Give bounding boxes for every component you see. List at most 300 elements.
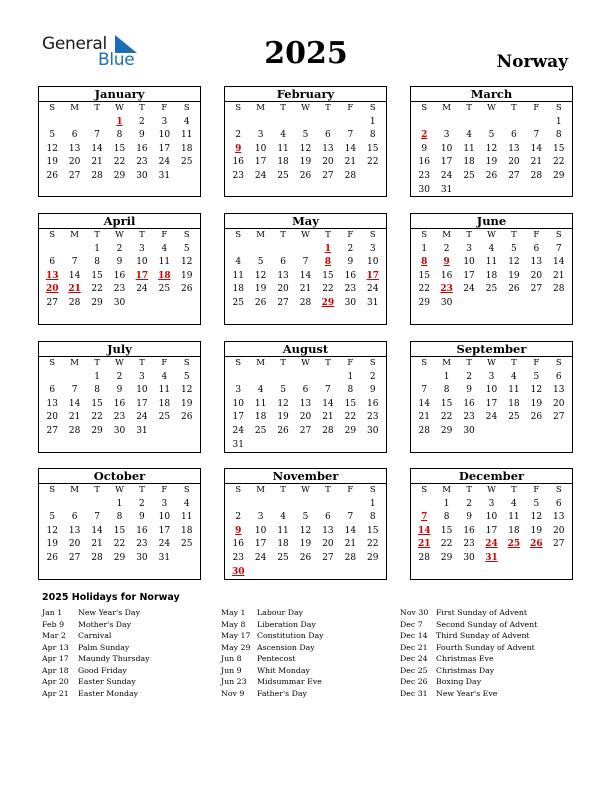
weekday-header: M xyxy=(256,485,265,495)
empty-day xyxy=(63,116,85,130)
day-cell: 1 xyxy=(555,116,562,127)
weekday-header: T xyxy=(511,230,517,240)
day-cell: 11 xyxy=(508,385,520,396)
weekday-header: S xyxy=(555,485,562,495)
day-cell: 25 xyxy=(158,284,171,295)
weekday-header: W xyxy=(487,230,496,240)
weekday-header: F xyxy=(347,485,354,495)
day-cell: 24 xyxy=(136,284,148,295)
empty-day xyxy=(317,498,339,512)
day-cell: 23 xyxy=(367,412,379,423)
month-title: January xyxy=(39,87,200,102)
day-cell: 5 xyxy=(49,512,56,523)
day-cell: 14 xyxy=(91,143,103,154)
day-cell: 25 xyxy=(181,539,193,550)
day-cell: 11 xyxy=(463,143,475,154)
day-cell: 14 xyxy=(68,270,81,281)
day-cell: 17 xyxy=(232,412,244,423)
holiday-name: Good Friday xyxy=(78,665,127,675)
weekday-header: T xyxy=(280,103,286,113)
day-cell: 29 xyxy=(344,425,357,436)
day-cell: 4 xyxy=(511,498,517,509)
day-cell: 1 xyxy=(369,116,376,127)
day-cell: 1 xyxy=(94,371,100,382)
weekday-header: M xyxy=(256,358,265,368)
day-cell: 7 xyxy=(347,130,354,141)
holiday-day: 26 xyxy=(530,539,543,550)
day-cell: 28 xyxy=(68,297,81,308)
holiday-day: 9 xyxy=(443,257,450,268)
day-cell: 15 xyxy=(113,525,126,536)
weekday-header: M xyxy=(442,485,451,495)
holiday-name: Father's Day xyxy=(257,688,307,698)
day-cell: 12 xyxy=(299,525,312,536)
day-cell: 21 xyxy=(322,412,334,423)
day-cell: 19 xyxy=(530,398,543,409)
day-cell: 14 xyxy=(322,398,334,409)
month-february xyxy=(224,86,387,197)
day-cell: 23 xyxy=(136,157,148,168)
empty-day xyxy=(294,371,316,385)
day-cell: 3 xyxy=(257,512,264,523)
month-days-grid xyxy=(225,229,386,311)
day-cell: 29 xyxy=(418,297,430,308)
weekday-header: T xyxy=(280,230,286,240)
month-may xyxy=(224,213,387,325)
empty-day xyxy=(435,116,457,130)
day-cell: 5 xyxy=(488,130,495,141)
weekday-header: W xyxy=(301,358,310,368)
weekday-header: S xyxy=(183,103,190,113)
day-cell: 13 xyxy=(508,143,520,154)
day-cell: 27 xyxy=(68,170,81,181)
weekday-header: W xyxy=(115,358,124,368)
day-cell: 24 xyxy=(158,539,171,550)
month-june xyxy=(410,213,573,325)
day-cell: 15 xyxy=(553,143,565,154)
weekday-header: S xyxy=(183,230,190,240)
holiday-name: Carnival xyxy=(78,631,112,640)
day-cell: 6 xyxy=(49,385,56,396)
page-title-year: 2025 xyxy=(264,36,348,71)
weekday-header: T xyxy=(466,358,472,368)
weekday-header: S xyxy=(555,103,562,113)
weekday-header: S xyxy=(183,358,190,368)
empty-day xyxy=(227,243,249,257)
day-cell: 8 xyxy=(94,385,100,396)
empty-day xyxy=(249,371,271,385)
day-cell: 16 xyxy=(113,398,126,409)
day-cell: 27 xyxy=(553,539,565,550)
country-label: Norway xyxy=(496,52,568,72)
day-cell: 25 xyxy=(463,170,475,181)
day-cell: 16 xyxy=(418,157,430,168)
day-cell: 17 xyxy=(440,157,453,168)
weekday-header: W xyxy=(487,485,496,495)
weekday-header: T xyxy=(139,485,145,495)
month-days-grid xyxy=(225,484,386,579)
day-cell: 14 xyxy=(553,257,565,268)
holiday-name: Easter Sunday xyxy=(78,677,136,686)
weekday-header: S xyxy=(235,358,242,368)
month-title: October xyxy=(39,469,200,484)
month-days-grid xyxy=(411,102,572,197)
weekday-header: T xyxy=(325,103,331,113)
month-title: September xyxy=(411,342,572,357)
day-cell: 7 xyxy=(94,130,100,141)
day-cell: 27 xyxy=(553,412,565,423)
day-cell: 7 xyxy=(94,512,100,523)
day-cell: 30 xyxy=(463,425,475,436)
day-cell: 18 xyxy=(508,525,520,536)
day-cell: 30 xyxy=(113,297,126,308)
empty-day xyxy=(339,498,361,512)
day-cell: 21 xyxy=(418,412,430,423)
day-cell: 1 xyxy=(443,371,450,382)
day-cell: 12 xyxy=(530,385,543,396)
day-cell: 3 xyxy=(369,243,376,254)
day-cell: 16 xyxy=(463,398,475,409)
day-cell: 26 xyxy=(299,552,312,563)
day-cell: 7 xyxy=(302,257,309,268)
day-cell: 20 xyxy=(322,539,334,550)
day-cell: 10 xyxy=(485,385,498,396)
day-cell: 29 xyxy=(440,552,453,563)
weekday-header: T xyxy=(139,103,145,113)
empty-day xyxy=(503,116,525,130)
day-cell: 21 xyxy=(299,284,312,295)
empty-day xyxy=(41,498,63,512)
day-cell: 7 xyxy=(325,385,331,396)
day-cell: 30 xyxy=(367,425,379,436)
holiday-name: Midsummar Eve xyxy=(257,677,322,686)
empty-day xyxy=(63,371,85,385)
day-cell: 1 xyxy=(421,243,428,254)
holiday-date: Dec 24 xyxy=(400,654,428,663)
holiday-row xyxy=(221,630,401,642)
day-cell: 4 xyxy=(280,130,286,141)
holiday-name: New Year's Day xyxy=(78,608,140,617)
empty-day xyxy=(294,498,316,512)
weekday-header: M xyxy=(256,103,265,113)
holiday-date: Dec 7 xyxy=(400,619,423,629)
day-cell: 27 xyxy=(530,284,543,295)
weekday-header: F xyxy=(347,358,354,368)
day-cell: 8 xyxy=(443,512,450,523)
month-december xyxy=(410,468,573,580)
day-cell: 27 xyxy=(322,170,334,181)
day-cell: 11 xyxy=(232,270,244,281)
day-cell: 3 xyxy=(161,498,168,509)
day-cell: 6 xyxy=(49,257,56,268)
empty-day xyxy=(249,116,271,130)
day-cell: 16 xyxy=(440,270,453,281)
day-cell: 26 xyxy=(254,297,267,308)
holiday-name: Third Sunday of Advent xyxy=(436,631,530,640)
day-cell: 19 xyxy=(299,539,312,550)
weekday-header: W xyxy=(115,103,124,113)
day-cell: 20 xyxy=(322,157,334,168)
weekday-header: F xyxy=(533,485,540,495)
holiday-day: 2 xyxy=(421,130,428,141)
holiday-date: Nov 30 xyxy=(400,608,429,617)
holiday-day: 23 xyxy=(440,284,453,295)
day-cell: 24 xyxy=(158,157,171,168)
day-cell: 6 xyxy=(555,498,562,509)
weekday-header: T xyxy=(139,230,145,240)
day-cell: 30 xyxy=(136,170,148,181)
holiday-day: 13 xyxy=(45,270,59,281)
day-cell: 28 xyxy=(68,425,81,436)
day-cell: 10 xyxy=(254,525,267,536)
month-days-grid xyxy=(39,357,200,439)
day-cell: 24 xyxy=(136,412,148,423)
day-cell: 15 xyxy=(418,270,430,281)
holiday-row xyxy=(42,619,222,631)
day-cell: 24 xyxy=(367,284,379,295)
day-cell: 3 xyxy=(235,385,242,396)
empty-day xyxy=(317,116,339,130)
weekday-header: S xyxy=(235,485,242,495)
weekday-header: S xyxy=(369,358,376,368)
empty-day xyxy=(63,243,85,257)
day-cell: 23 xyxy=(463,412,475,423)
empty-day xyxy=(63,498,85,512)
holiday-day: 17 xyxy=(366,270,380,281)
empty-day xyxy=(413,116,435,130)
weekday-header: S xyxy=(369,230,376,240)
holiday-day: 18 xyxy=(158,270,171,281)
empty-day xyxy=(86,498,108,512)
weekday-header: T xyxy=(466,103,472,113)
weekday-header: S xyxy=(235,103,242,113)
weekday-header: T xyxy=(511,103,517,113)
day-cell: 6 xyxy=(511,130,517,141)
holiday-day: 9 xyxy=(235,143,242,154)
day-cell: 5 xyxy=(183,243,190,254)
holiday-name: Christmas Eve xyxy=(436,654,494,663)
holiday-date: Dec 14 xyxy=(400,631,428,640)
month-november xyxy=(224,468,387,580)
month-title: June xyxy=(411,214,572,229)
day-cell: 1 xyxy=(116,498,123,509)
month-days-grid xyxy=(225,102,386,184)
weekday-header: T xyxy=(94,358,100,368)
weekday-header: F xyxy=(161,103,168,113)
day-cell: 22 xyxy=(113,157,126,168)
holiday-name: First Sunday of Advent xyxy=(436,608,528,617)
weekday-header: M xyxy=(70,230,79,240)
day-cell: 22 xyxy=(113,539,126,550)
holiday-date: Apr 17 xyxy=(42,654,69,663)
holiday-name: Whit Monday xyxy=(257,665,310,675)
day-cell: 9 xyxy=(466,512,472,523)
weekday-header: T xyxy=(466,485,472,495)
month-days-grid xyxy=(411,357,572,439)
weekday-header: F xyxy=(533,230,540,240)
day-cell: 22 xyxy=(418,284,430,295)
weekday-header: S xyxy=(421,358,428,368)
day-cell: 10 xyxy=(136,385,148,396)
holiday-date: Dec 21 xyxy=(400,642,428,652)
day-cell: 25 xyxy=(485,284,498,295)
day-cell: 16 xyxy=(113,270,126,281)
empty-day xyxy=(86,116,108,130)
day-cell: 10 xyxy=(232,398,244,409)
day-cell: 16 xyxy=(232,157,244,168)
day-cell: 27 xyxy=(322,552,334,563)
day-cell: 24 xyxy=(232,425,244,436)
day-cell: 26 xyxy=(181,412,193,423)
day-cell: 4 xyxy=(280,512,286,523)
day-cell: 10 xyxy=(158,130,171,141)
day-cell: 26 xyxy=(181,284,193,295)
day-cell: 30 xyxy=(440,297,453,308)
holiday-name: Palm Sunday xyxy=(78,642,130,652)
holiday-column xyxy=(400,607,580,699)
day-cell: 22 xyxy=(440,412,453,423)
day-cell: 7 xyxy=(533,130,540,141)
day-cell: 30 xyxy=(136,552,148,563)
day-cell: 31 xyxy=(158,552,171,563)
day-cell: 30 xyxy=(113,425,126,436)
weekday-header: M xyxy=(256,230,265,240)
day-cell: 23 xyxy=(463,539,475,550)
weekday-header: W xyxy=(301,230,310,240)
day-cell: 8 xyxy=(347,385,354,396)
holiday-name: Liberation Day xyxy=(257,619,316,629)
day-cell: 8 xyxy=(443,385,450,396)
day-cell: 23 xyxy=(136,539,148,550)
day-cell: 25 xyxy=(181,157,193,168)
month-days-grid xyxy=(411,229,572,311)
month-title: August xyxy=(225,342,386,357)
day-cell: 14 xyxy=(344,525,357,536)
day-cell: 21 xyxy=(344,539,357,550)
day-cell: 28 xyxy=(344,552,357,563)
day-cell: 11 xyxy=(485,257,498,268)
day-cell: 13 xyxy=(322,525,334,536)
day-cell: 24 xyxy=(254,170,267,181)
day-cell: 19 xyxy=(299,157,312,168)
holiday-date: Jan 1 xyxy=(42,608,63,617)
day-cell: 12 xyxy=(254,270,267,281)
day-cell: 20 xyxy=(553,525,565,536)
day-cell: 25 xyxy=(232,297,244,308)
day-cell: 13 xyxy=(553,385,565,396)
day-cell: 26 xyxy=(299,170,312,181)
weekday-header: T xyxy=(325,485,331,495)
day-cell: 13 xyxy=(299,398,312,409)
day-cell: 18 xyxy=(254,412,267,423)
month-october xyxy=(38,468,201,580)
day-cell: 29 xyxy=(367,552,379,563)
day-cell: 23 xyxy=(113,412,126,423)
day-cell: 30 xyxy=(418,184,430,195)
day-cell: 21 xyxy=(91,157,103,168)
day-cell: 16 xyxy=(463,525,475,536)
holiday-date: May 1 xyxy=(221,608,246,617)
day-cell: 21 xyxy=(91,539,103,550)
day-cell: 20 xyxy=(68,157,81,168)
day-cell: 6 xyxy=(71,512,78,523)
day-cell: 6 xyxy=(325,130,331,141)
day-cell: 11 xyxy=(254,398,267,409)
day-cell: 31 xyxy=(232,439,244,450)
day-cell: 31 xyxy=(136,425,148,436)
day-cell: 16 xyxy=(367,398,379,409)
holiday-row xyxy=(221,688,401,700)
empty-day xyxy=(413,498,435,512)
day-cell: 29 xyxy=(91,297,103,308)
holiday-row xyxy=(400,653,580,665)
weekday-header: M xyxy=(70,485,79,495)
day-cell: 13 xyxy=(277,270,289,281)
day-cell: 29 xyxy=(113,170,126,181)
day-cell: 5 xyxy=(533,371,540,382)
day-cell: 13 xyxy=(68,525,81,536)
day-cell: 2 xyxy=(116,243,123,254)
day-cell: 13 xyxy=(530,257,543,268)
day-cell: 17 xyxy=(158,143,171,154)
day-cell: 17 xyxy=(158,525,171,536)
holiday-name: Second Sunday of Advent xyxy=(436,619,538,629)
weekday-header: W xyxy=(487,358,496,368)
empty-day xyxy=(272,243,294,257)
day-cell: 9 xyxy=(116,385,123,396)
day-cell: 27 xyxy=(299,425,312,436)
day-cell: 19 xyxy=(181,398,193,409)
day-cell: 17 xyxy=(136,398,148,409)
day-cell: 25 xyxy=(277,170,289,181)
day-cell: 4 xyxy=(183,498,190,509)
day-cell: 22 xyxy=(367,539,379,550)
holiday-date: Feb 9 xyxy=(42,619,65,629)
day-cell: 12 xyxy=(508,257,520,268)
day-cell: 31 xyxy=(367,297,379,308)
day-cell: 2 xyxy=(235,512,242,523)
empty-day xyxy=(339,116,361,130)
month-title: July xyxy=(39,342,200,357)
holiday-row xyxy=(42,642,222,654)
day-cell: 28 xyxy=(299,297,312,308)
day-cell: 12 xyxy=(485,143,498,154)
day-cell: 7 xyxy=(347,512,354,523)
day-cell: 15 xyxy=(91,270,103,281)
holiday-date: Dec 25 xyxy=(400,665,428,675)
day-cell: 18 xyxy=(277,539,289,550)
day-cell: 22 xyxy=(440,539,453,550)
day-cell: 14 xyxy=(530,143,543,154)
holiday-row xyxy=(42,688,222,700)
holiday-day: 1 xyxy=(324,243,332,254)
holiday-name: Boxing Day xyxy=(436,677,482,686)
weekday-header: S xyxy=(421,103,428,113)
day-cell: 29 xyxy=(440,425,453,436)
day-cell: 11 xyxy=(181,130,193,141)
holiday-date: Dec 31 xyxy=(400,688,428,698)
empty-day xyxy=(272,498,294,512)
weekday-header: T xyxy=(280,485,286,495)
day-cell: 29 xyxy=(553,170,565,181)
day-cell: 26 xyxy=(485,170,498,181)
holiday-row xyxy=(400,619,580,631)
day-cell: 18 xyxy=(232,284,244,295)
day-cell: 26 xyxy=(277,425,289,436)
month-april xyxy=(38,213,201,325)
holiday-row xyxy=(42,653,222,665)
day-cell: 2 xyxy=(235,130,242,141)
